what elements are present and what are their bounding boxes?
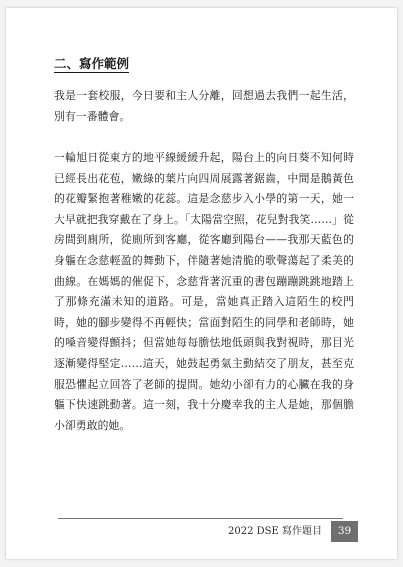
footer-divider [58,518,343,519]
paragraph-main: 一輪旭日從東方的地平線緩緩升起，陽台上的向日葵不知何時已經長出花苞，嫩綠的葉片向四周展露著鋸齒，中間是鵝黃色的花瓣緊抱著稚嫩的花蕊。這是念慈步入小學的第一天，她一大早就把我穿戴在了身上。「太陽當空照，花兒對我笑……」從房間到廁所，從廁所到客廳，從客廳到陽台——我那天藍色的身軀在念慈輕盈的舞動下，伴隨著她清脆的歌聲蕩起了柔美的曲線。在媽媽的催促下，念慈背著沉重的書包蹦蹦跳跳地踏上了那條充滿未知的道路。可是，當她真正踏入這陌生的校門時，她的腳步變得不再輕快；當面對陌生的同學和老師時，她的嗓音變得顫抖；但當她每每膽怯地低頭與我對視時，那目光逐漸變得堅定……這天，她鼓起勇氣主動結交了朋友，甚至克服恐懼起立回答了老師的提問。她幼小卻有力的心臟在我的身軀下快速跳動著。這一刻，我十分慶幸我的主人是她，那個膽小卻勇敢的她。 [54,151,354,432]
paragraph-intro: 我是一套校服，今日要和主人分離，回想過去我們一起生活，別有一番體會。 [54,89,354,123]
section-heading: 二、寫作範例 [54,56,130,71]
footer-title: 2022 DSE 寫作題目 [228,526,322,537]
page-number-badge: 39 [331,521,358,542]
document-page [6,8,397,559]
